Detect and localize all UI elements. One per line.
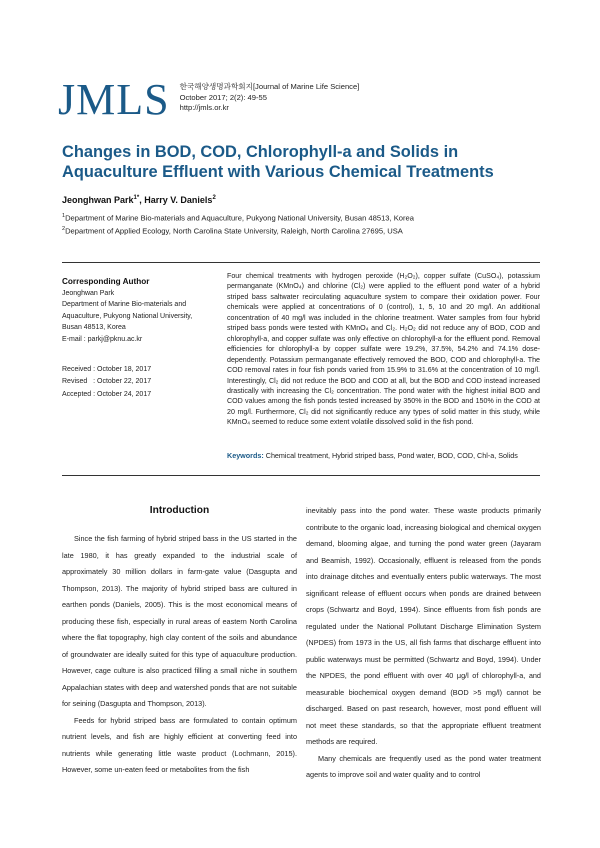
body-paragraph: Many chemicals are frequently used as the pond water treatment agents to improve soil and water quality and to control [306, 753, 541, 779]
corresponding-author-block [62, 276, 217, 345]
corresponding-email[interactable]: E-mail : parkj@pknu.ac.kr [62, 335, 143, 343]
body-column-left [62, 503, 297, 779]
author-list [62, 195, 216, 205]
journal-logo: JMLS [58, 75, 170, 124]
body-paragraph: Since the fish farming of hybrid striped bass in the US started in the late 1980, it has greatly expanded to the industrial scale of approximately 30 million dollars in farm-gate value (Dasgupta and Thompson, 2013). The majority of hybrid striped bass are cultured in earthen ponds (Daniels, 2005). This is the most economical means of producing these fish, especially in rural areas of eastern North Carolina where the flat topography, high clay content of the soils and abundance of groundwater are ideally suited for this type of aquaculture production. However, cage culture is also practiced filling a small niche in southern Appalachian states with deep and watershed ponds that are not suitable for seining (Dasgupta and Thompson, 2013). [62, 534, 297, 708]
affiliation-text: Department of Applied Ecology, North Carolina State University, Raleigh, North Carolina 27695, USA [65, 226, 403, 236]
affiliation [62, 213, 414, 223]
affiliation [62, 226, 403, 236]
body-column-right [306, 503, 541, 784]
corresponding-dept: Department of Marine Bio-materials and [62, 301, 187, 309]
affiliation-number: 2 [62, 226, 66, 232]
keywords-text: Chemical treatment, Hybrid striped bass, Pond water, BOD, COD, Chl-a, Solids [263, 451, 518, 460]
date-received: Received : October 18, 2017 [62, 366, 152, 373]
journal-header [58, 75, 360, 124]
author-separator: , [139, 195, 145, 205]
corresponding-heading: Corresponding Author [62, 277, 150, 286]
affiliation-text: Department of Marine Bio-materials and Aquaculture, Pukyong National University, Busan 48513, Korea [65, 213, 414, 223]
journal-name: 한국해양생명과학회지[Journal of Marine Life Science] [179, 82, 360, 91]
author-name: Harry V. Daniels [144, 195, 213, 205]
section-divider [62, 262, 540, 263]
body-paragraph: inevitably pass into the pond water. These waste products primarily contribute to the organic load, increasing biological and chemical oxygen demand, blooming algae, and turning the pond water green (Jayaram and Beamish, 1992). Occasionally, effluent is released from the ponds into drainage ditches and eventually enters public waterways. The most significant release of effluent occurs when ponds are drained between crops (Schwartz and Boyd, 1994). Since effluents from fish ponds are regulated under the National Pollutant Discharge Elimination System (NPDES) from 1973 in the US, all fish farms that discharge effluent into public waterways must be permitted (Schwartz and Boyd, 1994). Under the NPDES, the pond effluent with over 40 μg/l of chlorophyll-a, and measurable biochemical oxygen demand (BOD >5 mg/l) cannot be discharged. Based on past research, however, most pond effluent will not meet these standards, so that the appropriate effluent treatment methods are required. [306, 506, 541, 746]
journal-issue: October 2017; 2(2): 49-55 [179, 92, 267, 102]
keywords [227, 451, 540, 460]
journal-info [180, 82, 360, 114]
article-dates [62, 364, 151, 401]
journal-url[interactable]: http://jmls.or.kr [179, 103, 229, 112]
keywords-label: Keywords: [227, 451, 264, 460]
author-superscript: 1* [133, 195, 140, 201]
body-paragraph: Feeds for hybrid striped bass are formulated to contain optimum nutrient levels, and fish are highly efficient at converting feed into nutrients while generating little waste product (Lochmann, 2015). However, some un-eaten feed or metabolites from the fish [62, 715, 297, 774]
corresponding-dept: Aquaculture, Pukyong National University, [62, 312, 193, 320]
abstract: Four chemical treatments with hydrogen peroxide (H₂O₂), copper sulfate (CuSO₄), potassium permanganate (KMnO₄) and chlorine (Cl₂) were applied to the effluent pond water of a hybrid striped bass saltwater recirculating aquaculture system to compare their oxidation power. Four chemicals were applied at concentrations of 0 (control), 1, 5, 10 and 20 mg/l. An additional concentration of 40 mg/l was included in the chlorine treatment. Water samples from four hybrid striped bass ponds were tested with KMnO₄ and Cl₂. H₂O₂ did not reduce any of BOD, COD and chlorophyll-a, and copper sulfate was only effective on chlorophyll-a for the effluent pond. Removal efficiencies for chlorophyll-a by copper sulfate were 19.2%, 37.5%, 54.2% and 74.1% dose-dependently. Potassium permanganate effectively removed the BOD, COD and chlorophyll-a. The COD removal rates in four fish ponds varied from 15.9% to 31.6% at the concentration of 10 mg/l. Interestingly, Cl₂ did not reduce the BOD and COD at all, but the BOD and COD instead increased drastically with increasing the Cl₂ concentration. The pond water with the highest initial BOD and COD values among the fish ponds tested increased by 350% in the BOD and 150% in the COD at 20 mg/l. Furthermore, Cl₂ did not significantly reduce any types of solid matter in this study, while KMnO₄ seemed to reduce some extent volatile dissolved solid in the fish pond. [227, 272, 540, 427]
section-heading: Introduction [149, 505, 210, 516]
corresponding-name: Jeonghwan Park [62, 290, 115, 297]
affiliation-number: 1 [62, 213, 66, 219]
author-superscript: 2 [212, 195, 216, 201]
corresponding-city: Busan 48513, Korea [62, 324, 126, 332]
date-revised: Revised : October 22, 2017 [62, 378, 152, 386]
article-title: Changes in BOD, COD, Chlorophyll-a and Solids in Aquaculture Effluent with Various Chemical Treatments [62, 143, 494, 181]
author-name: Jeonghwan Park [62, 195, 134, 205]
date-accepted: Accepted : October 24, 2017 [62, 390, 152, 398]
section-divider [62, 475, 540, 476]
